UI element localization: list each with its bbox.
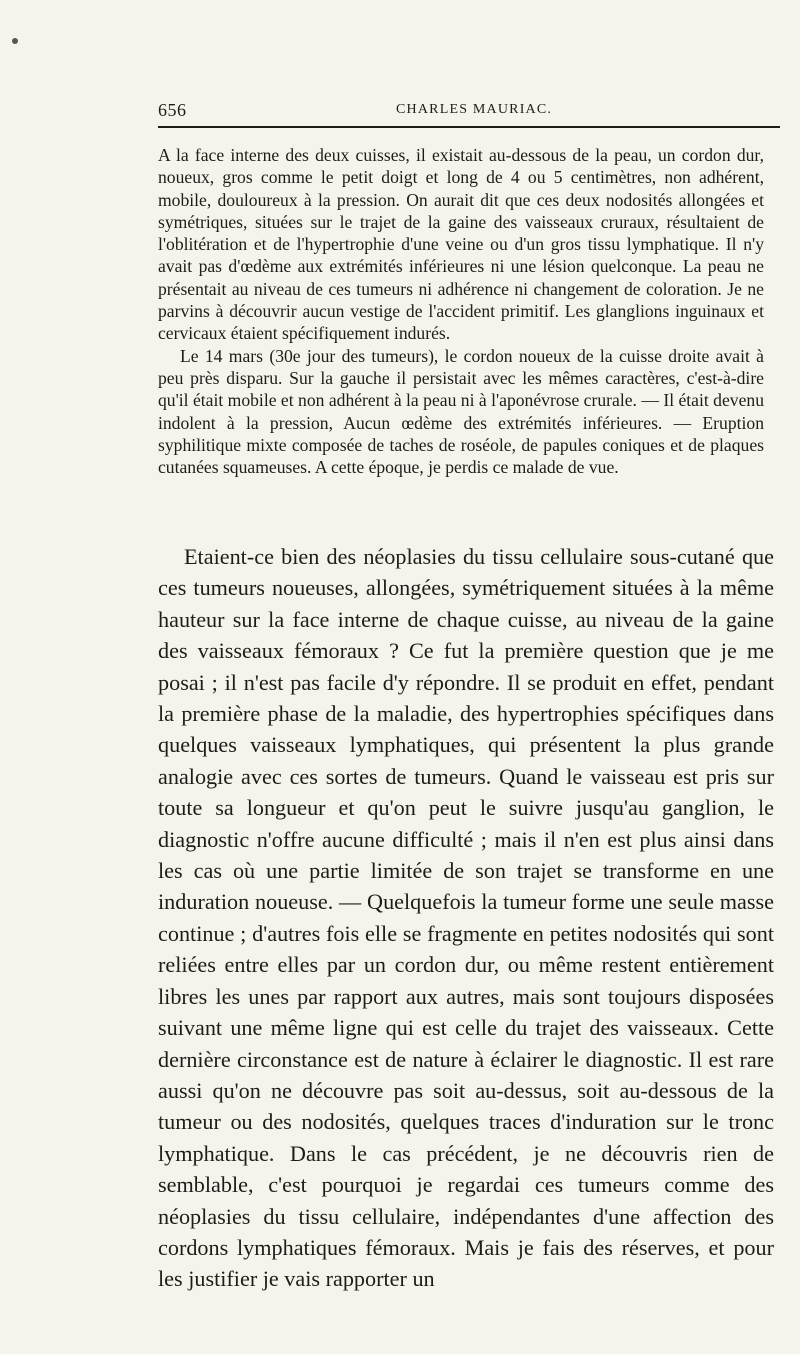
running-head: CHARLES MAURIAC.	[396, 102, 553, 117]
header-rule	[158, 126, 780, 128]
page-header	[158, 100, 778, 124]
page-number: 656	[158, 100, 187, 120]
small-paragraph-1: A la face interne des deux cuisses, il existait au-dessous de la peau, un cordon dur, noueux, gros comme le petit doigt et long de 4 ou 5 centimètres, non adhérent, mobile, douloureux à la pression. On aurait dit que ces deux nodosités allongées et symétriques, situées sur le trajet de la gaine des vaisseaux cruraux, résultaient de l'oblitération et de l'hypertrophie d'une veine ou d'un gros tissu lymphatique. Il n'y avait pas d'œdème aux extrémités inférieures ni une lésion quelconque. La peau ne présentait au niveau de ces tumeurs ni adhérence ni changement de coloration. Je ne parvins à découvrir aucun vestige de l'accident primitif. Les glanglions inguinaux et cervicaux étaient spécifiquement indurés.	[158, 145, 764, 344]
main-paragraph: Etaient-ce bien des néoplasies du tissu cellulaire sous-cutané que ces tumeurs noueuses, allongées, symétriquement situées à la même hauteur sur la face interne de chaque cuisse, au niveau de la gaine des vaisseaux fémoraux ? Ce fut la première question que je me posai ; il n'est pas facile d'y répondre. Il se produit en effet, pendant la première phase de la maladie, des hypertrophies spécifiques dans quelques vaisseaux lymphatiques, qui présentent la plus grande analogie avec ces sortes de tumeurs. Quand le vaisseau est pris sur toute sa longueur et qu'on peut le suivre jusqu'au ganglion, le diagnostic n'offre aucune difficulté ; mais il n'en est plus ainsi dans les cas où une partie limitée de son trajet se transforme en une induration noueuse. — Quelquefois la tumeur forme une seule masse continue ; d'autres fois elle se fragmente en petites nodosités qui sont reliées entre elles par un cordon dur, ou même restent entièrement libres les unes par rapport aux autres, mais sont toujours disposées suivant une même ligne qui est celle du trajet des vaisseaux. Cette dernière circonstance est de nature à éclairer le diagnostic. Il est rare aussi qu'on ne découvre pas soit au-dessus, soit au-dessous de la tumeur ou des nodosités, quelques traces d'induration sur le tronc lymphatique. Dans le cas précédent, je ne découvris rien de semblable, c'est pourquoi je regardai ces tumeurs comme des néoplasies du tissu cellulaire, indépendantes d'une affection des cordons lymphatiques fémoraux. Mais je fais des réserves, et pour les justifier je vais rapporter un	[158, 544, 774, 1292]
main-text-block	[158, 541, 774, 1295]
small-paragraph-2: Le 14 mars (30e jour des tumeurs), le cordon noueux de la cuisse droite avait à peu près disparu. Sur la gauche il persistait avec les mêmes caractères, c'est-à-dire qu'il était mobile et non adhérent à la peau ni à l'aponévrose crurale. — Il était devenu indolent à la pression, Aucun œdème des extrémités inférieures. — Eruption syphilitique mixte composée de taches de roséole, de papules coniques et de plaques cutanées squameuses. A cette époque, je perdis ce malade de vue.	[158, 345, 764, 478]
small-print-block	[158, 144, 764, 478]
margin-dot	[12, 38, 18, 44]
